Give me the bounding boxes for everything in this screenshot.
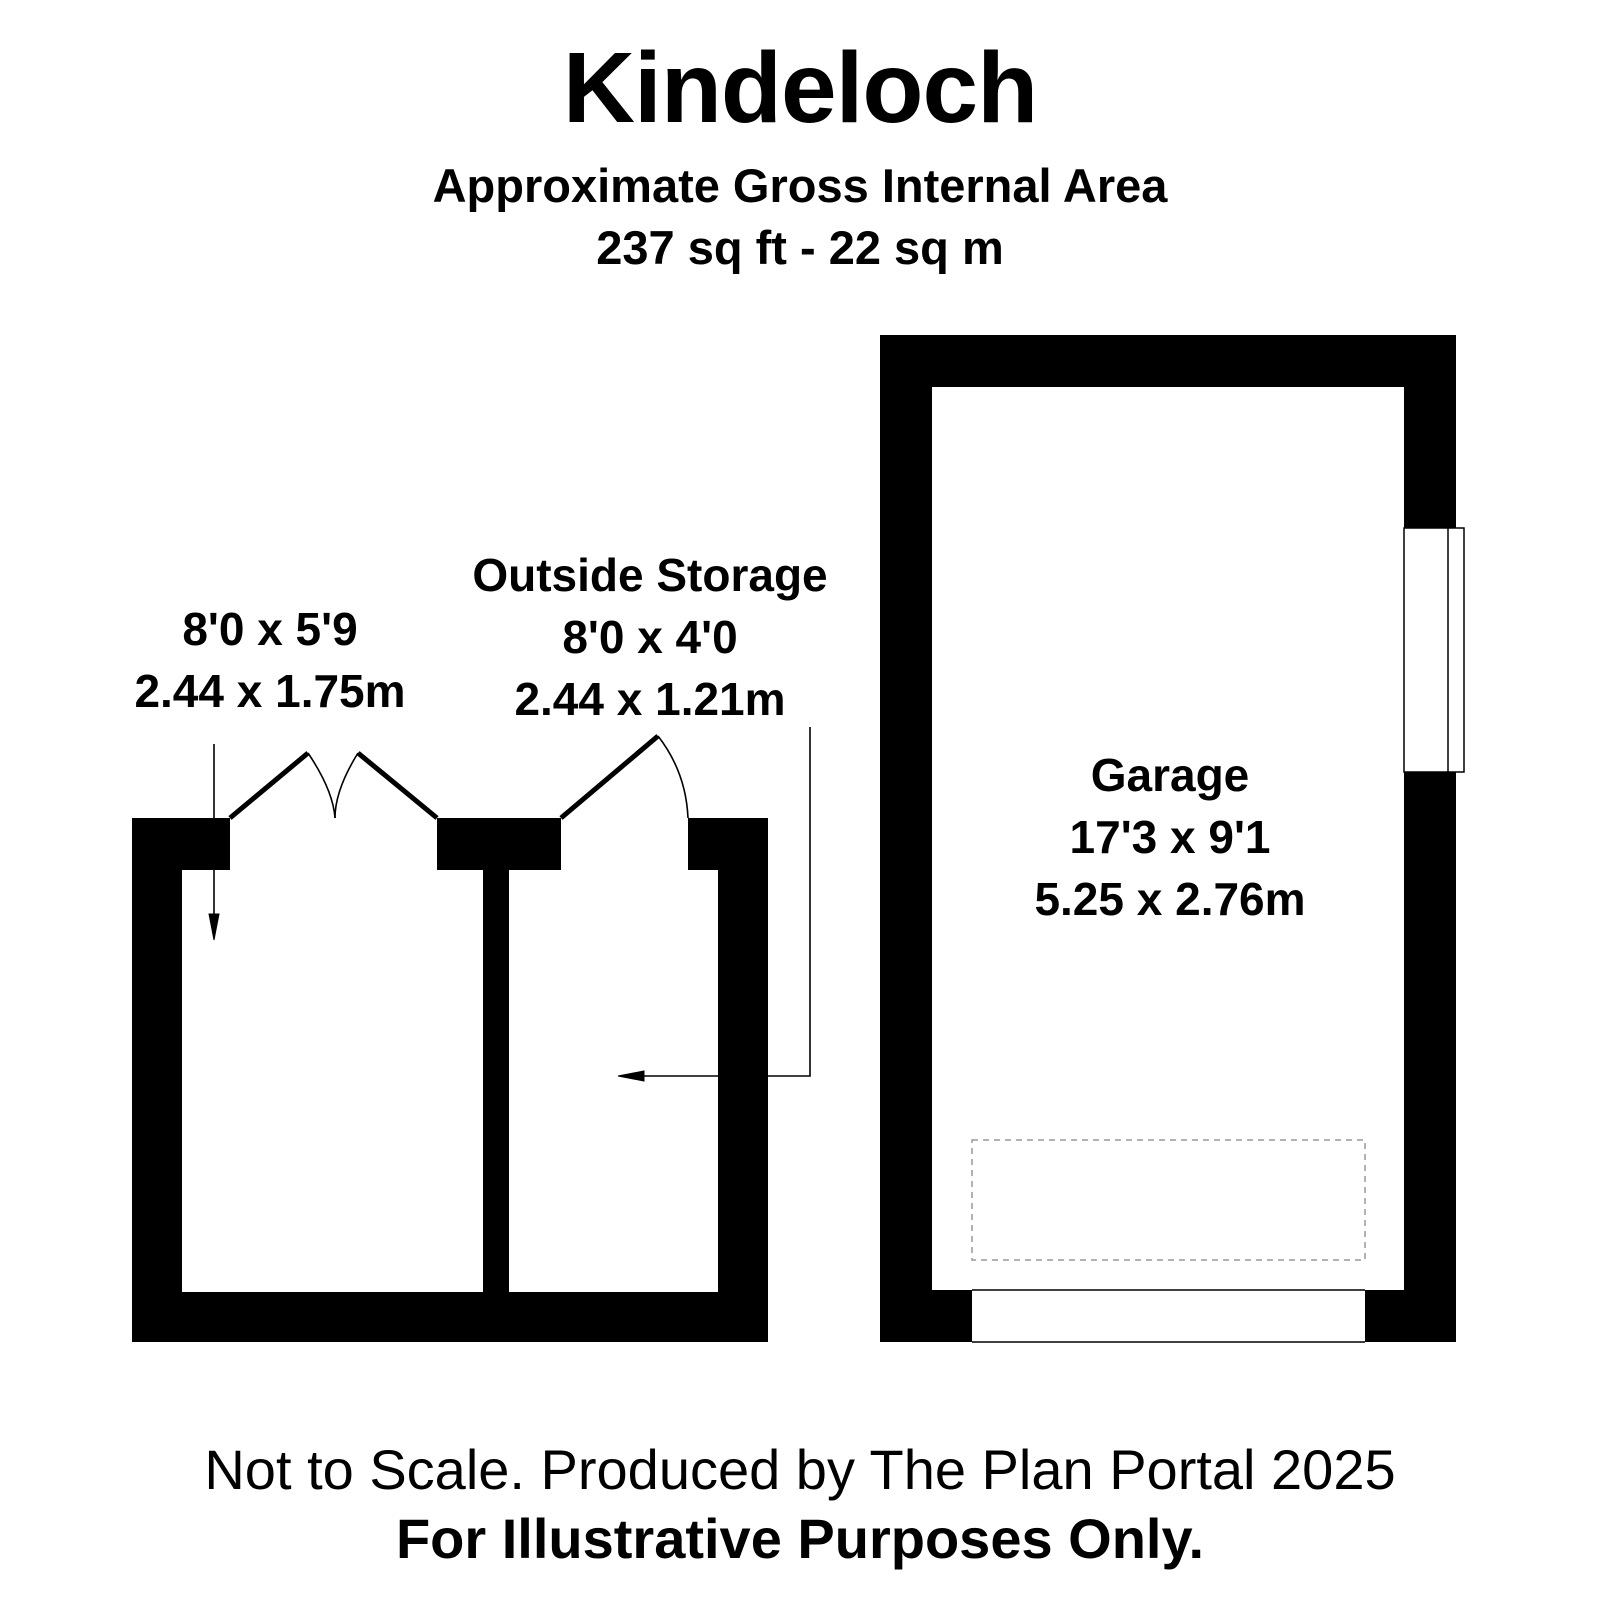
room1-imperial: 8'0 x 5'9	[182, 603, 358, 655]
garage-bottom-wall-right	[1365, 1290, 1456, 1342]
storage-building-walls	[132, 818, 768, 1342]
left-wall	[132, 818, 182, 1342]
garage-metric: 5.25 x 2.76m	[1034, 873, 1306, 925]
area-heading: Approximate Gross Internal Area	[432, 159, 1168, 212]
garage-imperial: 17'3 x 9'1	[1069, 811, 1271, 863]
outside-storage-name: Outside Storage	[472, 549, 828, 601]
garage-label	[960, 744, 1380, 930]
garage-right-wall-lower	[1404, 772, 1456, 1342]
single-door	[561, 736, 688, 818]
garage-left-wall	[880, 335, 932, 1342]
footer-note: Not to Scale. Produced by The Plan Portal 2025	[204, 1438, 1396, 1501]
garage-bottom-wall-left	[880, 1290, 972, 1342]
top-wall-segment-1	[132, 818, 230, 870]
top-wall-segment-2	[437, 818, 561, 870]
right-wall	[718, 818, 768, 1342]
door-swing-left	[308, 753, 335, 818]
door-swing-right	[335, 753, 358, 818]
footer-disclaimer: For Illustrative Purposes Only.	[395, 1507, 1205, 1570]
outside-storage-imperial: 8'0 x 4'0	[562, 611, 738, 663]
dashed-area	[972, 1140, 1365, 1260]
garage-name: Garage	[1090, 749, 1250, 801]
door-leaf-left	[230, 753, 308, 818]
room1-label	[100, 598, 440, 722]
plan-title: Kindeloch	[562, 32, 1038, 144]
area-value: 237 sq ft - 22 sq m	[596, 221, 1004, 274]
door-leaf-right	[358, 753, 437, 818]
door-leaf	[561, 736, 658, 818]
partition-wall	[483, 870, 509, 1294]
door-swing	[658, 736, 688, 818]
room1-metric: 2.44 x 1.75m	[134, 665, 406, 717]
outside-storage-metric: 2.44 x 1.21m	[514, 673, 786, 725]
garage-window	[1404, 528, 1464, 772]
garage-top-wall	[880, 335, 1456, 387]
double-door	[230, 753, 437, 818]
storage-leader	[618, 727, 810, 1081]
outside-storage-label	[440, 544, 860, 730]
top-wall-segment-3	[688, 818, 768, 870]
bottom-wall	[132, 1292, 768, 1342]
garage-door	[972, 1290, 1365, 1342]
garage-right-wall-upper	[1404, 335, 1456, 528]
